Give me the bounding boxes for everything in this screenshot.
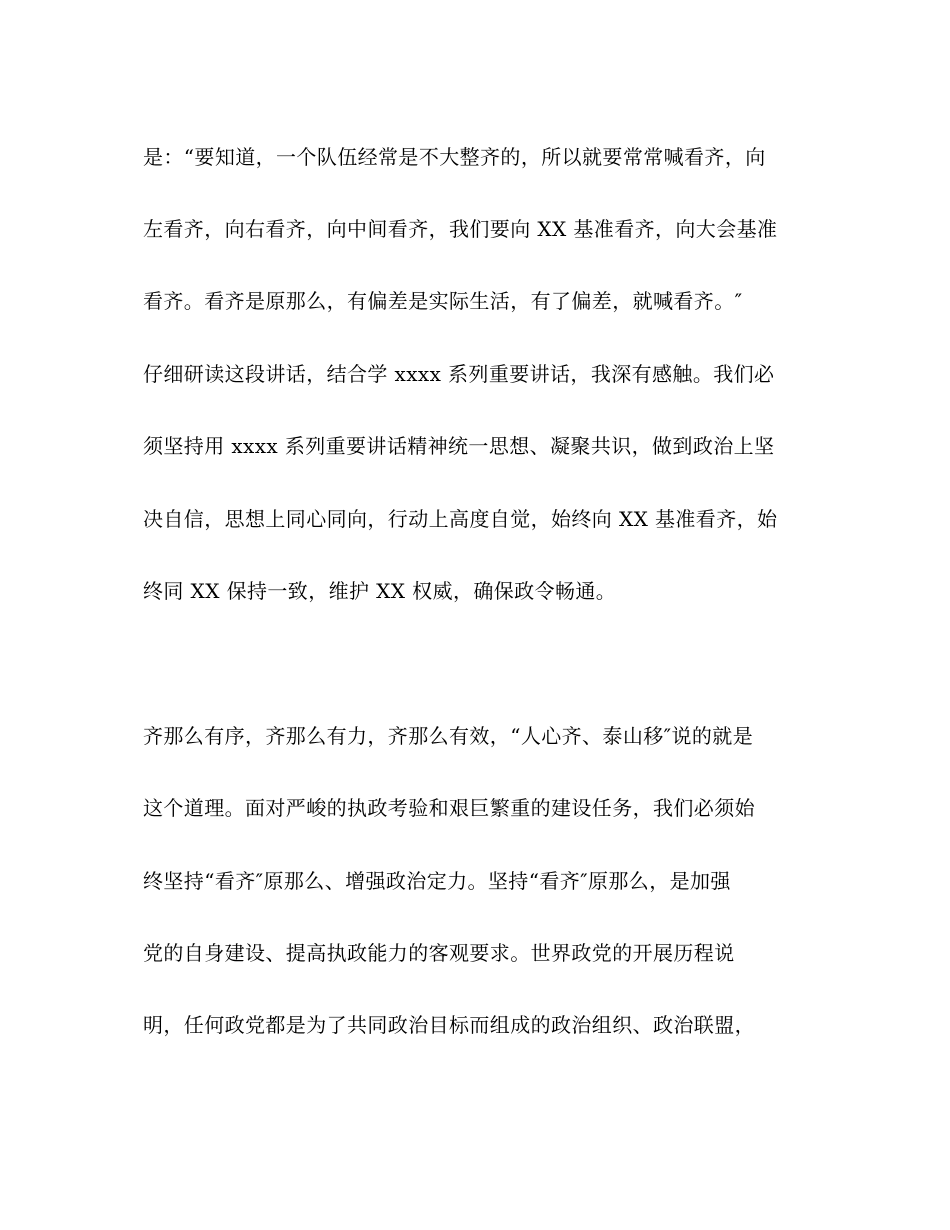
text-line: 齐那么有序，齐那么有力，齐那么有效，“人心齐、泰山移″说的就是 [143, 724, 754, 748]
text-line: 党的自身建设、提高执政能力的客观要求。世界政党的开展历程说 [143, 941, 735, 965]
text-line: 是：“要知道，一个队伍经常是不大整齐的，所以就要常常喊看齐，向 [143, 145, 766, 169]
text-line: 看齐。看齐是原那么，有偏差是实际生活，有了偏差，就喊看齐。″ [143, 289, 743, 313]
text-line: 明，任何政党都是为了共同政治目标而组成的政治组织、政治联盟， [143, 1013, 755, 1037]
text-line: 决自信，思想上同心同向，行动上高度自觉，始终向 XX 基准看齐，始 [143, 507, 778, 531]
text-line: 终坚持“看齐″原那么、增强政治定力。坚持“看齐″原那么，是加强 [143, 869, 731, 893]
text-line: 须坚持用 xxxx 系列重要讲话精神统一思想、凝聚共识，做到政治上坚 [143, 434, 775, 458]
text-line: 仔细研读这段讲话，结合学 xxxx 系列重要讲话，我深有感触。我们必 [143, 362, 775, 386]
text-line: 终同 XX 保持一致，维护 XX 权威，确保政令畅通。 [143, 579, 617, 603]
text-line: 左看齐，向右看齐，向中间看齐，我们要向 XX 基准看齐，向大会基准 [143, 217, 778, 241]
text-line: 这个道理。面对严峻的执政考验和艰巨繁重的建设任务，我们必须始 [143, 796, 755, 820]
